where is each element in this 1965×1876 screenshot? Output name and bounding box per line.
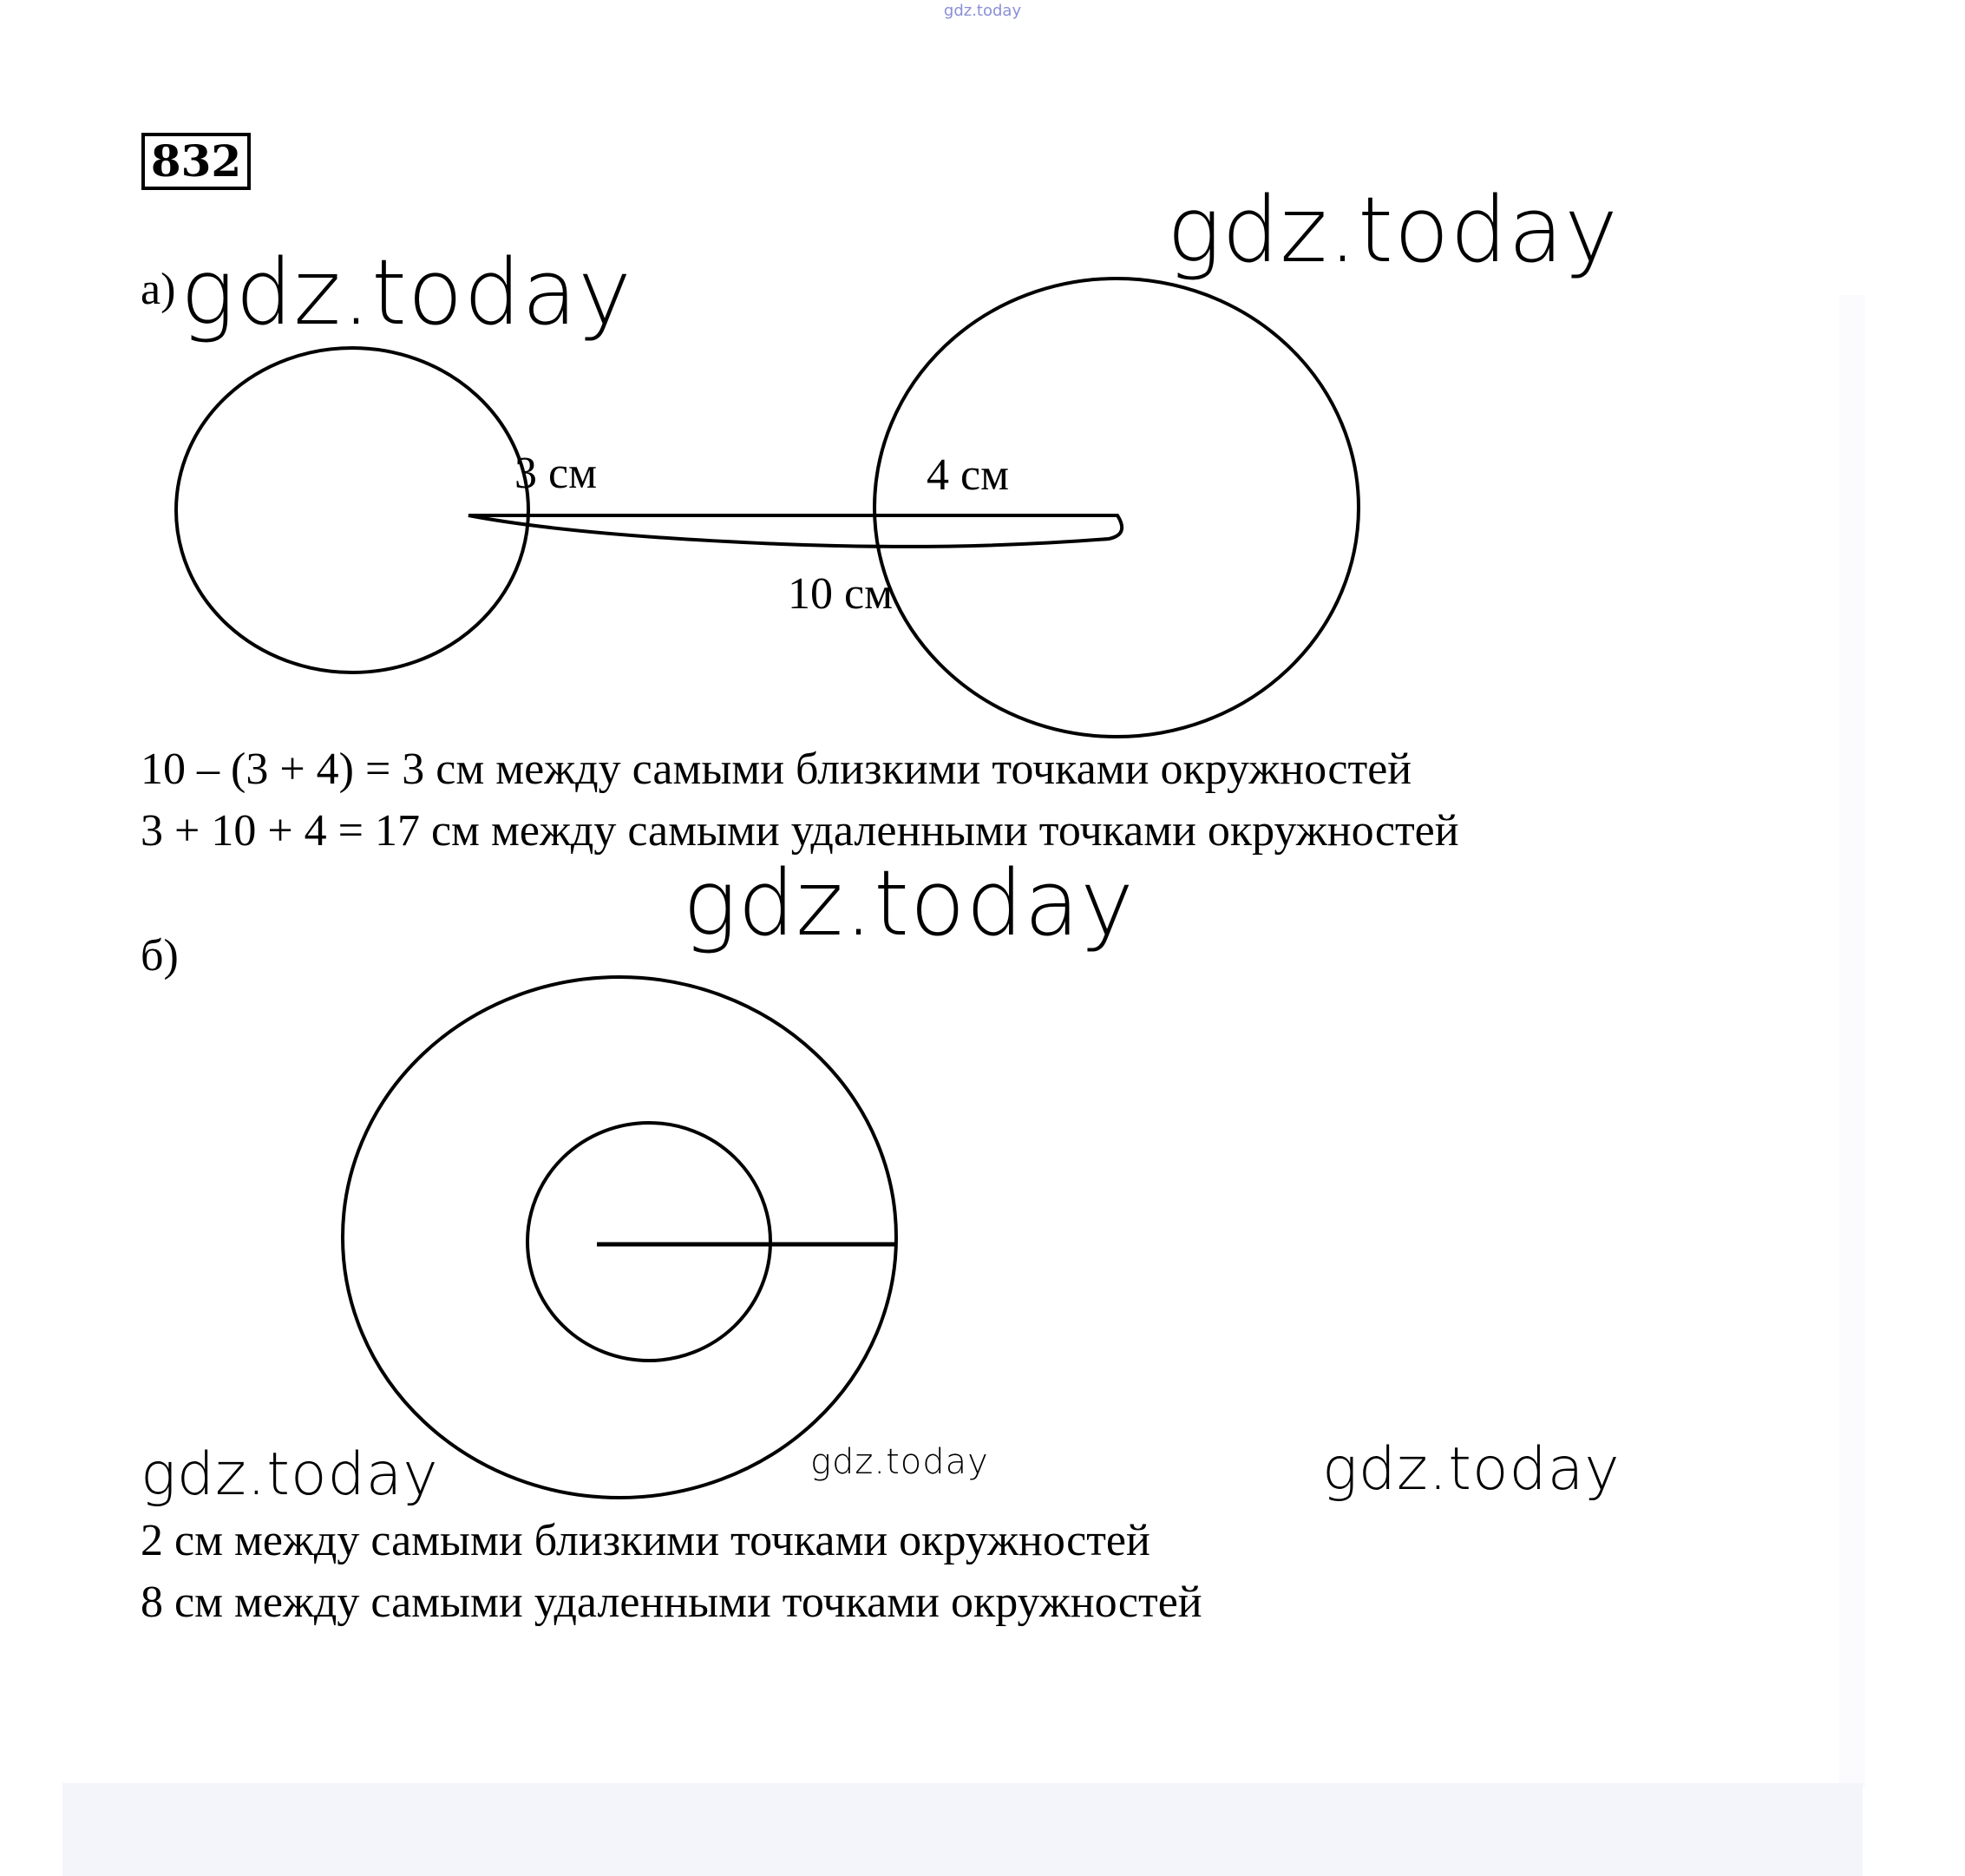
part-a-result-line-2: 3 + 10 + 4 = 17 см между самыми удаленными точками окружностей xyxy=(141,806,1459,856)
radius-label-3cm: 3 см xyxy=(514,449,597,498)
part-b-label: б) xyxy=(141,931,179,981)
part-a-result-line-1: 10 – (3 + 4) = 3 см между самыми близкими точками окружностей xyxy=(141,744,1412,794)
watermark-1: gdz.today xyxy=(180,239,632,345)
watermark-3: gdz.today xyxy=(683,850,1135,956)
center-distance-line-a xyxy=(468,515,1122,547)
watermark-2: gdz.today xyxy=(1167,177,1619,283)
part-b-result-line-1: 2 см между самыми близкими точками окружностей xyxy=(141,1516,1150,1565)
large-circle-a xyxy=(874,279,1359,737)
inner-circle-b xyxy=(527,1123,770,1361)
top-watermark: gdz.today xyxy=(943,2,1022,20)
watermark-5: gdz.today xyxy=(810,1442,989,1482)
distance-label-10cm: 10 см xyxy=(788,569,893,619)
part-a-label: а) xyxy=(141,265,176,314)
part-b-result-line-2: 8 см между самыми удаленными точками окружностей xyxy=(141,1578,1202,1627)
small-circle-a xyxy=(176,348,528,672)
outer-circle-b xyxy=(343,977,896,1498)
watermark-6: gdz.today xyxy=(1322,1435,1621,1504)
problem-number: 832 xyxy=(141,133,251,190)
radius-label-4cm: 4 см xyxy=(927,450,1009,500)
watermark-4: gdz.today xyxy=(141,1440,439,1509)
